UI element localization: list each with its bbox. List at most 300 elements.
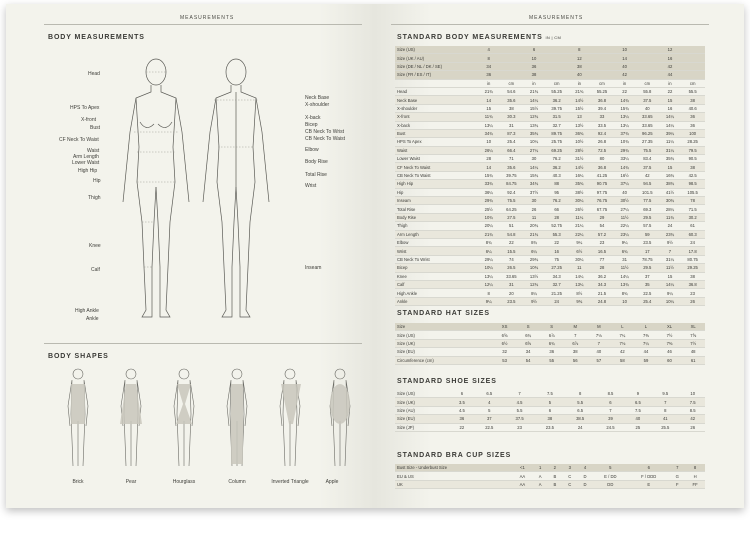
table-cell: 42 [635,171,660,179]
table-cell: 76.2 [544,155,569,163]
table-cell: 31 [614,255,635,263]
table-cell: 9½ [660,238,681,246]
table-cell: 24 [565,423,595,431]
table-cell [499,54,524,62]
table-cell: 23¼ [614,230,635,238]
table-cell: 9¾ [569,297,590,305]
table-cell: 37 [474,415,504,423]
table-cell: 6¾ [516,331,540,339]
table-cell: S [540,323,564,331]
table-cell: 53 [493,356,517,364]
table-cell: 13 [569,113,590,121]
table-cell: 32 [493,348,517,356]
table-cell: 8 [650,406,680,414]
table-cell: 13¼ [569,280,590,288]
table-cell: 6 [628,464,669,472]
table-cell: 10 [614,46,635,54]
table-cell: 9¼ [478,297,499,305]
table-row [395,129,705,137]
table-row [395,415,705,423]
table-cell: 37.5 [635,96,660,104]
table-cell: 96.25 [635,129,660,137]
table-cell: 12¼ [478,280,499,288]
table-cell: 29.5 [635,213,660,221]
table-cell: 10 [614,297,635,305]
table-cell [590,54,615,62]
table-cell: Bust Size - Underbust Size [395,464,512,472]
table-cell: M [563,323,587,331]
unit-row [395,79,705,87]
table-cell: 87.3 [499,129,524,137]
table-cell [680,62,705,70]
table-cell: 5 [474,406,504,414]
table-cell: Thigh [395,222,478,230]
table-cell: 8.5 [595,390,625,398]
table-row [395,205,705,213]
table-cell: 13½ [569,121,590,129]
table-cell: in [478,79,499,87]
table-cell: Wrist [395,247,478,255]
table-cell: 35¾ [660,155,681,163]
table-cell: 42.5 [680,171,705,179]
table-cell: 79.5 [680,146,705,154]
label-total-rise: Total Rise [305,172,327,178]
left-page [6,4,375,508]
table-cell: Size (FR / ES / IT) [395,71,478,79]
table-cell: 8.5 [680,406,705,414]
table-cell: 76.2 [544,197,569,205]
table-cell: cm [680,79,705,87]
table-cell: 6.5 [565,406,595,414]
table-cell: 14¾ [614,96,635,104]
table-cell: 14 [614,54,635,62]
table-cell: 21¾ [524,230,545,238]
table-cell: 11 [524,213,545,221]
table-cell: 42 [611,348,635,356]
table-cell: 15½ [569,104,590,112]
running-head-right: MEASUREMENTS [529,15,584,21]
table-cell: 35.6 [499,163,524,171]
table-cell: Neck Base [395,96,478,104]
table-cell: 28¼ [660,205,681,213]
table-cell: 23.5 [535,423,565,431]
table-cell: 21¼ [569,222,590,230]
table-cell: 71 [499,155,524,163]
table-cell: 105.5 [680,188,705,196]
table-cell: 25.5 [650,423,680,431]
table-cell [544,46,569,54]
table-cell: 38 [535,415,565,423]
table-cell: 40 [569,71,590,79]
table-cell: 32.7 [544,121,569,129]
table-cell: Size [395,323,493,331]
standard-body-title: STANDARD BODY MEASUREMENTS IN | CM [397,34,562,41]
table-cell: 6 [524,46,545,54]
table-cell: 39.75 [499,171,524,179]
table-row [395,180,705,188]
table-cell: 90.75 [590,180,615,188]
table-cell: 38¾ [660,180,681,188]
table-cell [590,46,615,54]
table-cell: 36¼ [478,188,499,196]
table-cell: Size (UK / AU) [395,54,478,62]
table-cell: 37.5 [635,163,660,171]
table-cell: 24 [660,222,681,230]
table-cell: 25 [626,423,651,431]
table-cell: 80.75 [680,255,705,263]
table-cell: 1 [533,464,548,472]
table-row [395,356,705,364]
table-cell: 13¾ [614,280,635,288]
table-row [395,188,705,196]
table-cell: DD [593,480,628,488]
table-row [395,163,705,171]
table-cell: 16 [660,104,681,112]
table-cell: D [577,480,592,488]
table-cell: 11 [569,264,590,272]
table-cell: 7.5 [535,390,565,398]
table-row [395,272,705,280]
label-inseam: Inseam [305,265,322,271]
label-knee: Knee [89,243,101,249]
table-cell: 11¾ [478,113,499,121]
table-header-row [395,323,705,331]
table-cell: 7½ [681,339,705,347]
table-row [395,331,705,339]
label-lower-waist: Lower Waist [72,160,100,166]
table-cell: 36.2 [544,163,569,171]
table-row [395,289,705,297]
table-cell: 30.2 [680,213,705,221]
table-cell: 29.25 [680,264,705,272]
table-cell: 36 [540,348,564,356]
table-cell: E / DD [593,472,628,480]
table-cell: CB Neck To Wrist [395,255,478,263]
table-cell: 54 [590,222,615,230]
table-cell: H [685,472,705,480]
body-shapes-title: BODY SHAPES [48,353,109,360]
table-cell: 66 [544,205,569,213]
table-cell: 40 [635,104,660,112]
table-cell: 8 [685,464,705,472]
label-head: Head [88,71,100,77]
table-cell: 8 [565,390,595,398]
table-cell: 16.5 [590,247,615,255]
table-cell: 31¼ [660,146,681,154]
table-cell: 26.8 [590,138,615,146]
section-rule [44,343,362,344]
table-row [395,197,705,205]
label-waist: Waist [87,148,100,154]
table-row [395,390,705,398]
table-cell: 29¾ [524,255,545,263]
table-cell: 75.5 [635,146,660,154]
table-cell: A [533,472,548,480]
table-cell: 12¾ [524,280,545,288]
open-book [6,4,744,508]
label-bust: Bust [90,125,101,131]
table-cell: 16¾ [660,171,681,179]
table-row [395,213,705,221]
table-cell: 34 [478,62,499,70]
table-cell: 7 [587,339,611,347]
table-cell: FF [685,480,705,488]
table-cell: 14¼ [660,280,681,288]
table-cell: 36.2 [590,272,615,280]
table-cell: 16 [660,54,681,62]
table-cell: 7⅜ [658,339,682,347]
table-cell: 38 [563,348,587,356]
table-row [395,155,705,163]
table-cell: 31 [499,121,524,129]
table-cell: 10¼ [524,138,545,146]
table-cell: 34¾ [478,129,499,137]
unit-note: IN | CM [545,35,562,40]
table-cell: 6.5 [474,390,504,398]
table-cell: 30.3 [499,113,524,121]
table-cell: Size (DE / NL / DK / SE) [395,62,478,70]
table-row [395,96,705,104]
table-cell: S [516,323,540,331]
table-cell: 42 [614,71,635,79]
label-high-hip: High Hip [78,168,98,174]
table-cell: 11½ [614,264,635,272]
table-cell: 23 [504,423,534,431]
table-cell: 26 [680,423,705,431]
table-cell: XL [658,323,682,331]
table-cell: 23.5 [499,297,524,305]
table-cell: L [611,323,635,331]
table-cell: 11½ [614,213,635,221]
table-cell: 3.5 [450,398,475,406]
shape-label-hourglass: Hourglass [172,479,196,485]
table-cell: 10¼ [478,264,499,272]
table-cell: 57.5 [635,222,660,230]
body-measurement-figures [106,52,276,342]
table-cell [395,79,478,87]
table-cell: High Ankle [395,289,478,297]
table-cell: 10¾ [614,138,635,146]
table-cell: 22 [660,87,681,95]
table-row [395,104,705,112]
table-cell: 7 [669,464,685,472]
table-cell: 35 [635,280,660,288]
table-cell: 4 [577,464,592,472]
table-cell: 37.5 [504,415,534,423]
table-cell: 9¼ [660,289,681,297]
table-cell: 33¼ [614,155,635,163]
table-cell: 8¾ [614,289,635,297]
table-cell: 10¾ [478,213,499,221]
table-cell: 36 [524,62,545,70]
table-cell: Hip [395,188,478,196]
table-cell: Size (EU) [395,415,450,423]
table-cell: 26 [680,297,705,305]
table-cell: 7⅝ [681,331,705,339]
label-hps-to-apex: HPS To Apex [70,105,100,111]
table-cell: 54 [516,356,540,364]
table-cell: 90.5 [680,155,705,163]
label-body-rise: Body Rise [305,159,328,165]
table-cell: 36.8 [590,96,615,104]
table-cell: 13¾ [524,121,545,129]
table-cell: 7 [660,247,681,255]
table-header-row [395,62,705,70]
table-cell: cm [635,79,660,87]
table-cell: 95 [544,188,569,196]
table-cell [680,54,705,62]
table-cell: 69.3 [635,205,660,213]
table-cell: 34.3 [590,280,615,288]
table-cell: 6¼ [478,247,499,255]
table-cell: 37¼ [614,180,635,188]
table-cell: AA [512,480,533,488]
table-cell: 5 [535,398,565,406]
table-cell: M [587,323,611,331]
table-cell: B [548,480,563,488]
table-cell: 77.5 [635,197,660,205]
table-cell: 66.4 [499,146,524,154]
table-row [395,280,705,288]
table-cell: 92.4 [499,188,524,196]
table-cell: 31¼ [660,255,681,263]
table-cell: 75 [544,255,569,263]
table-cell: 5.5 [565,398,595,406]
table-cell: 24 [544,297,569,305]
label-x-front: X-front [81,117,97,123]
table-row [395,480,705,488]
table-cell: L [634,323,658,331]
table-cell: 4 [474,398,504,406]
table-header-row [395,71,705,79]
table-cell: 36.8 [680,280,705,288]
table-cell: 30 [524,197,545,205]
table-cell: 23.5 [635,238,660,246]
table-cell: Size (JP) [395,423,450,431]
table-cell [499,46,524,54]
table-cell: 28 [544,213,569,221]
table-cell: 51 [499,222,524,230]
table-cell: 6¾ [540,339,564,347]
table-cell: 94.5 [635,180,660,188]
table-cell: 35.6 [499,96,524,104]
table-cell: 6.5 [626,398,651,406]
table-cell: UK [395,480,512,488]
table-cell [635,46,660,54]
table-cell: 54.6 [499,87,524,95]
table-cell: 6½ [569,247,590,255]
table-cell: 8 [478,289,499,297]
table-cell: 36 [478,71,499,79]
table-cell: 36¾ [569,129,590,137]
table-cell: 14¼ [660,121,681,129]
table-cell: 55.25 [590,87,615,95]
table-cell: C [562,472,577,480]
table-cell: 55.3 [544,230,569,238]
table-row [395,87,705,95]
table-cell: 34¾ [524,180,545,188]
table-cell: High Hip [395,180,478,188]
table-cell: Bust [395,129,478,137]
table-cell: cm [590,79,615,87]
table-cell [499,71,524,79]
table-cell [590,62,615,70]
shoe-title: STANDARD SHOE SIZES [397,378,497,385]
table-cell: 29 [590,213,615,221]
table-cell: 4.5 [504,398,534,406]
table-cell: 83.4 [635,155,660,163]
table-cell: B [548,472,563,480]
table-cell: 38 [524,71,545,79]
table-cell: 16¼ [569,171,590,179]
table-cell: 7 [563,331,587,339]
table-cell: 21¾ [524,87,545,95]
label-x-shoulder: X-shoulder [305,102,330,108]
table-cell: in [614,79,635,87]
table-cell: Size (UK) [395,339,493,347]
table-cell: 97.75 [590,188,615,196]
table-cell: G [669,472,685,480]
table-row [395,222,705,230]
label-wrist: Wrist [305,183,317,189]
table-cell: 61 [680,222,705,230]
table-cell: 12 [569,54,590,62]
table-cell: cm [544,79,569,87]
shape-label-column: Column [228,479,246,485]
table-cell: 11¼ [660,138,681,146]
table-cell: 35¾ [569,180,590,188]
table-row [395,264,705,272]
table-cell: 9 [626,390,651,398]
table-cell: 6 [535,406,565,414]
table-cell: 55 [540,356,564,364]
table-cell: 10 [680,390,705,398]
table-cell: C [562,480,577,488]
table-cell: 8¼ [524,289,545,297]
shape-label-inverted-triangle: Inverted Triangle [271,479,309,485]
table-cell [680,71,705,79]
label-arm-length: Arm Length [73,154,99,160]
bra-title: STANDARD BRA CUP SIZES [397,452,512,459]
table-cell: 39 [595,415,625,423]
table-cell: 27.25 [544,264,569,272]
table-row [395,146,705,154]
body-measurements-title: BODY MEASUREMENTS [48,34,145,41]
table-cell: 33¾ [478,180,499,188]
hat-table [395,323,705,365]
label-cb-neck-to-waist: CB Neck To Waist [305,136,346,142]
table-cell: 28 [590,264,615,272]
table-header-row [395,54,705,62]
table-cell: 7⅛ [611,339,635,347]
table-cell: 40 [614,62,635,70]
table-cell: 30¼ [569,197,590,205]
table-cell: Size (US) [395,331,493,339]
table-cell: 22¼ [614,222,635,230]
table-cell: 36 [680,113,705,121]
table-cell: 30¼ [569,255,590,263]
table-cell: 100 [680,129,705,137]
table-cell: Body Rise [395,213,478,221]
table-cell: Circumference (cm) [395,356,493,364]
table-cell: 14 [478,163,499,171]
table-cell: 15 [478,104,499,112]
table-cell: 7⅜ [634,331,658,339]
table-cell [499,62,524,70]
table-cell: Size (AU) [395,406,450,414]
table-cell: 28.25 [680,138,705,146]
table-cell: 27.35 [635,138,660,146]
